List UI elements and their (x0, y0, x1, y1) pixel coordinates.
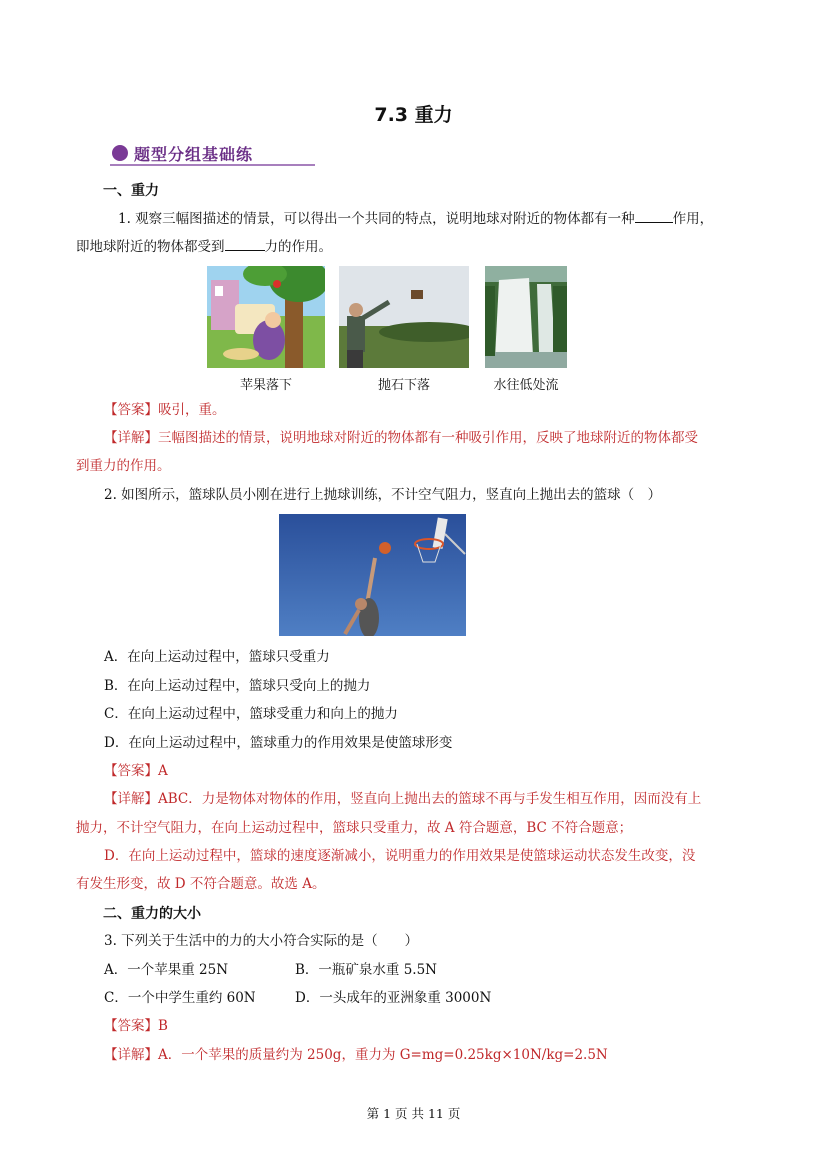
caption-apple: 苹果落下 (239, 378, 292, 393)
q2-detail-line3: D．在向上运动过程中，篮球的速度逐渐减小，说明重力的作用效果是使篮球运动状态发生改变，没 (104, 848, 696, 864)
page-footer: 第 1 页 共 11 页 (366, 1106, 461, 1121)
q2-option-a: A．在向上运动过程中，篮球只受重力 (104, 649, 330, 665)
section-heading-1: 一、重力 (103, 183, 159, 199)
section-heading-2: 二、重力的大小 (103, 906, 201, 922)
q2-stem: 2. 如图所示，篮球队员小刚在进行上抛球训练，不计空气阻力，竖直向上抛出去的篮球（ ） (104, 487, 662, 503)
q1-detail-line2: 到重力的作用。 (76, 458, 171, 474)
banner-underline (110, 164, 315, 166)
q1-line1: 1. 观察三幅图描述的情景，可以得出一个共同的特点，说明地球对附近的物体都有一种 作用， (118, 211, 714, 227)
q1-detail-line1: 【详解】三幅图描述的情景，说明地球对附近的物体都有一种吸引作用，反映了地球附近的物体都受 (104, 430, 698, 446)
q3-option-d: D．一头成年的亚洲象重 3000N (295, 990, 492, 1006)
q2-answer: 【答案】A (104, 763, 168, 779)
caption-waterfall: 水往低处流 (493, 378, 559, 393)
section-banner (110, 141, 315, 165)
q2-detail-line2: 抛力，不计空气阻力，在向上运动过程中，篮球只受重力，故 A 符合题意，BC 不符合题意； (76, 820, 633, 836)
q1-answer: 【答案】吸引，重。 (104, 402, 226, 418)
q1-line2: 即地球附近的物体都受到 力的作用。 (76, 239, 332, 255)
q3-option-c: C．一个中学生重约 60N (104, 990, 256, 1006)
q3-answer: 【答案】B (104, 1018, 168, 1034)
q3-option-a: A．一个苹果重 25N (104, 962, 229, 978)
caption-stone: 抛石下落 (377, 378, 430, 393)
waterfall-image (485, 266, 567, 368)
basketball-image (279, 514, 466, 636)
apple-falling-image (207, 266, 325, 368)
q3-stem: 3. 下列关于生活中的力的大小符合实际的是（ ） (104, 933, 419, 949)
q2-detail-line1: 【详解】ABC．力是物体对物体的作用，竖直向上抛出去的篮球不再与手发生相互作用，因而没有上 (104, 791, 702, 807)
q2-option-b: B．在向上运动过程中，篮球只受向上的抛力 (104, 678, 371, 694)
q2-option-c: C．在向上运动过程中，篮球受重力和向上的抛力 (104, 706, 398, 722)
q2-detail-line4: 有发生形变，故 D 不符合题意。故选 A。 (76, 876, 326, 892)
banner-label: 题型分组基础练 (134, 145, 254, 164)
q3-option-b: B．一瓶矿泉水重 5.5N (295, 962, 437, 978)
q2-option-d: D．在向上运动过程中，篮球重力的作用效果是使篮球形变 (104, 735, 453, 751)
throwing-stone-image (339, 266, 469, 368)
page-title: 7.3 重力 (374, 104, 453, 126)
bullet-icon (112, 145, 128, 161)
q3-detail-line1: 【详解】A．一个苹果的质量约为 250g，重力为 G=mg=0.25kg×10N/kg=2.5N (104, 1047, 608, 1063)
